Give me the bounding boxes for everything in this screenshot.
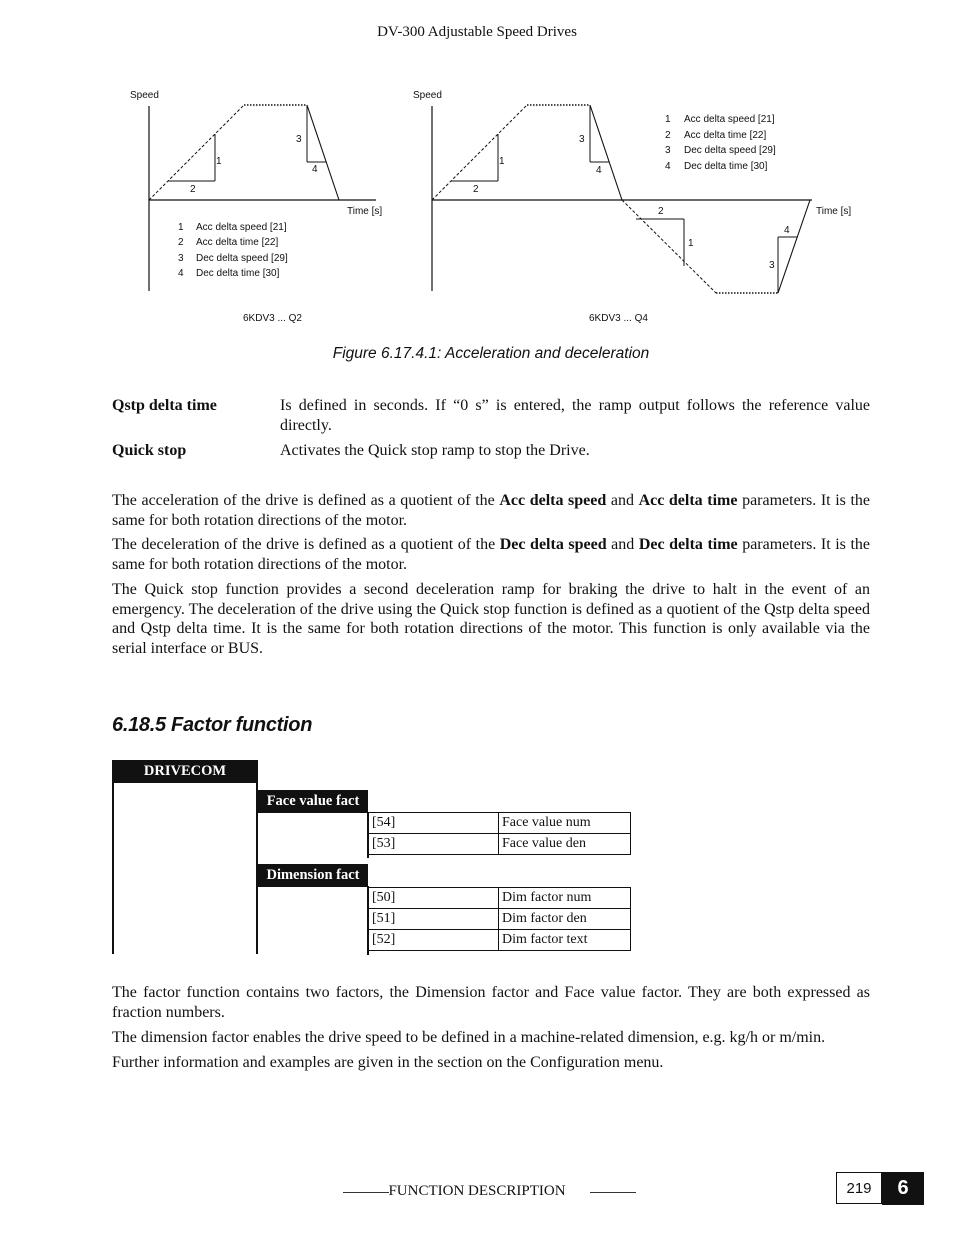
left-marker-1: 1: [216, 156, 222, 167]
left-y-axis-label: Speed: [130, 90, 159, 101]
page-header: DV-300 Adjustable Speed Drives: [377, 24, 577, 40]
table-row: [369, 888, 631, 909]
right-neg-marker-2: 2: [658, 206, 664, 217]
left-model-label: 6KDV3 ... Q2: [243, 313, 302, 324]
right-neg-marker-4: 4: [784, 225, 790, 236]
menu-group-face-value-fact: Face value fact: [258, 790, 368, 813]
param-id: [54]: [369, 813, 499, 834]
definition-desc: Is defined in seconds. If “0 s” is entered, the ramp output follows the reference value directly.: [280, 397, 870, 434]
right-model-label: 6KDV3 ... Q4: [589, 313, 648, 324]
param-name: Face value num: [499, 813, 631, 834]
paragraph-quick-stop: The Quick stop function provides a second deceleration ramp for braking the drive to halt in the event of an emergency. The deceleration of the drive using the Quick stop function is defined as a quotient of the Qstp delta speed and Qstp delta time. It is the same for both rotation directions of the motor. This function is only available via the serial interface or BUS.: [112, 581, 870, 657]
left-legend-num-1: 1: [178, 222, 184, 233]
right-x-axis-label: Time [s]: [816, 206, 852, 217]
ramp-figure: [0, 0, 954, 340]
table-row: [369, 909, 631, 930]
left-marker-3: 3: [296, 134, 302, 145]
right-legend-num-1: 1: [665, 114, 671, 125]
figure-caption: Figure 6.17.4.1: Acceleration and deceleration: [332, 345, 650, 362]
left-legend-num-2: 2: [178, 237, 184, 248]
footer-title: FUNCTION DESCRIPTION: [388, 1183, 566, 1199]
right-marker-4: 4: [596, 165, 602, 176]
left-legend-num-4: 4: [178, 268, 184, 279]
right-reverse-accel-ramp: [622, 200, 716, 293]
left-marker-2: 2: [190, 184, 196, 195]
right-marker-2: 2: [473, 184, 479, 195]
right-decel-ramp: [590, 105, 622, 200]
definition-term: Quick stop: [112, 442, 187, 459]
param-name: Dim factor den: [499, 909, 631, 930]
table-row: [369, 930, 631, 951]
left-legend-text-2: Acc delta time [22]: [196, 237, 279, 248]
right-legend-text-2: Acc delta time [22]: [684, 130, 767, 141]
paragraph-dimension-factor: The dimension factor enables the drive speed to be defined in a machine-related dimension, e.g. kg/h or m/min.: [112, 1029, 826, 1046]
right-legend-num-4: 4: [665, 161, 671, 172]
param-id: [51]: [369, 909, 499, 930]
left-legend-text-1: Acc delta speed [21]: [196, 222, 287, 233]
left-legend-text-4: Dec delta time [30]: [196, 268, 280, 279]
param-id: [52]: [369, 930, 499, 951]
paragraph-factor-intro: The factor function contains two factors, the Dimension factor and Face value factor. They are both expressed as fraction numbers.: [112, 984, 870, 1021]
section-title: 6.18.5 Factor function: [112, 714, 313, 736]
right-reverse-decel-ramp: [778, 200, 810, 293]
left-decel-ramp: [307, 105, 339, 200]
param-name: Face value den: [499, 834, 631, 855]
left-legend-text-3: Dec delta speed [29]: [196, 253, 288, 264]
left-legend-num-3: 3: [178, 253, 184, 264]
right-legend-text-4: Dec delta time [30]: [684, 161, 768, 172]
right-neg-marker-1: 1: [688, 238, 694, 249]
right-neg-marker-3: 3: [769, 260, 775, 271]
definition-quick-stop: [112, 441, 870, 463]
footer-rule-right: [590, 1192, 636, 1193]
page-number: 219: [836, 1172, 882, 1204]
table-row: [369, 813, 631, 834]
param-name: Dim factor num: [499, 888, 631, 909]
definition-desc: Activates the Quick stop ramp to stop the Drive.: [280, 442, 590, 459]
param-id: [50]: [369, 888, 499, 909]
right-marker-3: 3: [579, 134, 585, 145]
face-value-param-table: [368, 812, 631, 855]
right-legend-num-2: 2: [665, 130, 671, 141]
right-legend-text-1: Acc delta speed [21]: [684, 114, 775, 125]
paragraph-deceleration: The deceleration of the drive is defined as a quotient of the Dec delta speed and Dec delta time parameters. It is the same for both rotation directions of the motor.: [112, 536, 870, 573]
right-legend-num-3: 3: [665, 145, 671, 156]
definition-qstp-delta-time: [112, 396, 870, 441]
menu-root-drivecom: DRIVECOM: [112, 760, 258, 783]
right-marker-1: 1: [499, 156, 505, 167]
table-row: [369, 834, 631, 855]
dimension-param-table: [368, 887, 631, 951]
left-accel-ramp: [149, 105, 244, 200]
paragraph-further-info: Further information and examples are given in the section on the Configuration menu.: [112, 1054, 664, 1071]
definition-term: Qstp delta time: [112, 397, 217, 414]
left-x-axis-label: Time [s]: [347, 206, 383, 217]
param-name: Dim factor text: [499, 930, 631, 951]
right-legend-text-3: Dec delta speed [29]: [684, 145, 776, 156]
right-y-axis-label: Speed: [413, 90, 442, 101]
chapter-tab: 6: [882, 1172, 924, 1205]
left-marker-4: 4: [312, 164, 318, 175]
menu-root-left-line: [112, 783, 114, 954]
paragraph-acceleration: The acceleration of the drive is defined as a quotient of the Acc delta speed and Acc delta time parameters. It is the same for both rotation directions of the motor.: [112, 492, 871, 529]
param-id: [53]: [369, 834, 499, 855]
right-accel-ramp: [432, 105, 527, 200]
menu-group-dimension-fact: Dimension fact: [258, 864, 368, 887]
